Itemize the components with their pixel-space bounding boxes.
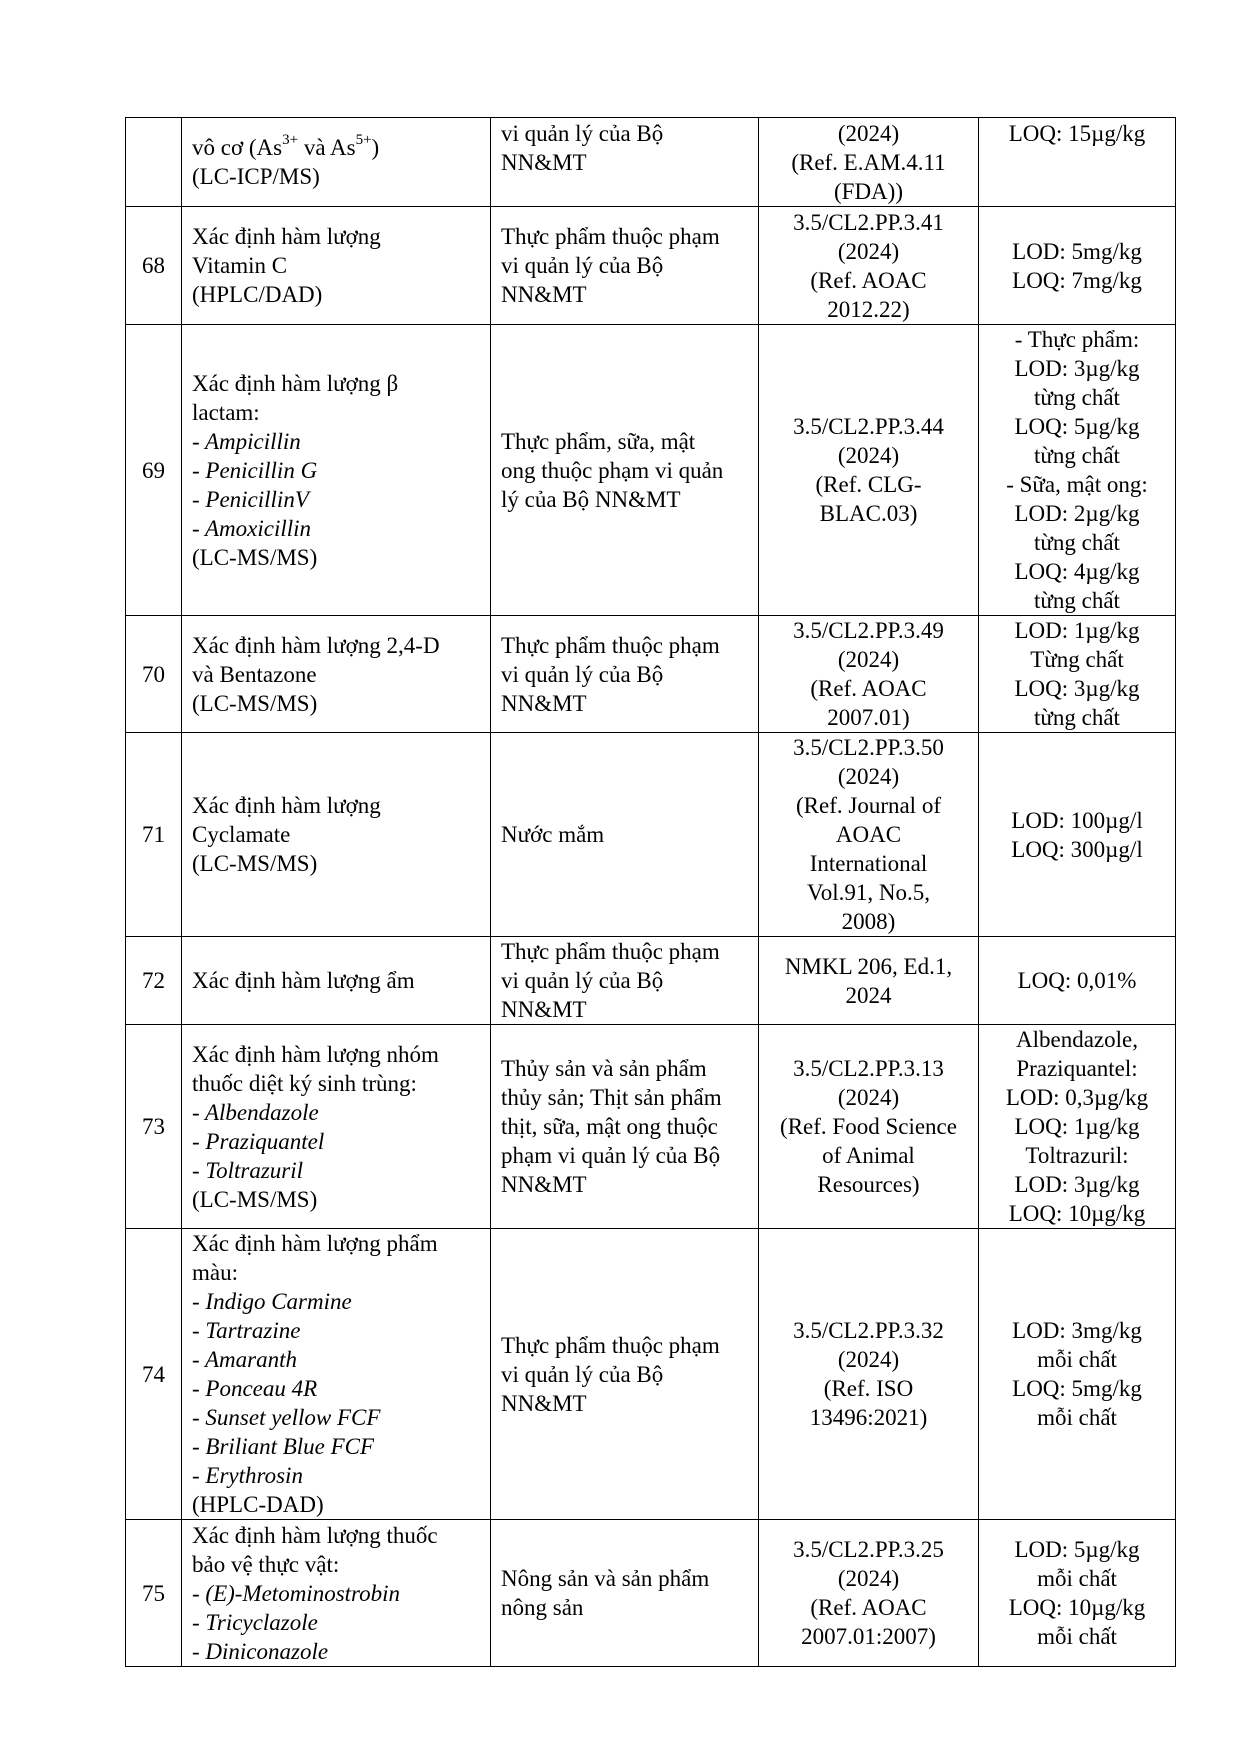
table-row: [126, 207, 1176, 325]
table-row: [126, 1520, 1176, 1667]
method-cell: 3.5/CL2.PP.3.13 (2024) (Ref. Food Science of Animal Resources): [759, 1025, 979, 1229]
matrix-cell: Thực phẩm thuộc phạm vi quản lý của Bộ NN&MT: [491, 207, 759, 325]
matrix-cell: Thực phẩm thuộc phạm vi quản lý của Bộ NN&MT: [491, 616, 759, 733]
method-cell: 3.5/CL2.PP.3.41 (2024) (Ref. AOAC 2012.22): [759, 207, 979, 325]
table-row: [126, 937, 1176, 1025]
matrix-cell: Nước mắm: [491, 733, 759, 937]
table-row: [126, 1229, 1176, 1520]
matrix-cell: vi quản lý của Bộ NN&MT: [491, 118, 759, 207]
method-cell: NMKL 206, Ed.1, 2024: [759, 937, 979, 1025]
row-number: 70: [126, 616, 182, 733]
analyte-cell: Xác định hàm lượng nhóm thuốc diệt ký sinh trùng: - Albendazole - Praziquantel - Toltrazuril (LC-MS/MS): [182, 1025, 491, 1229]
analyte-cell: vô cơ ($As^{3+}$ và $As^{5+}$) (LC-ICP/MS): [182, 118, 491, 207]
table-row: [126, 733, 1176, 937]
table-row: [126, 616, 1176, 733]
matrix-cell: Thực phẩm, sữa, mật ong thuộc phạm vi quản lý của Bộ NN&MT: [491, 325, 759, 616]
method-cell: 3.5/CL2.PP.3.49 (2024) (Ref. AOAC 2007.01): [759, 616, 979, 733]
row-number: 73: [126, 1025, 182, 1229]
analyte-cell: Xác định hàm lượng thuốc bảo vệ thực vật: - (E)-Metominostrobin - Tricyclazole - Diniconazole: [182, 1520, 491, 1667]
method-cell: 3.5/CL2.PP.3.25 (2024) (Ref. AOAC 2007.01:2007): [759, 1520, 979, 1667]
limit-cell: LOD: 5µg/kg mỗi chất LOQ: 10µg/kg mỗi chất: [979, 1520, 1176, 1667]
limit-cell: LOQ: 15µg/kg: [979, 118, 1176, 207]
limit-cell: LOD: 5mg/kg LOQ: 7mg/kg: [979, 207, 1176, 325]
methods-table: [125, 117, 1176, 1667]
matrix-cell: Thực phẩm thuộc phạm vi quản lý của Bộ NN&MT: [491, 937, 759, 1025]
analyte-cell: Xác định hàm lượng Cyclamate (LC-MS/MS): [182, 733, 491, 937]
matrix-cell: Thủy sản và sản phẩm thủy sản; Thịt sản phẩm thịt, sữa, mật ong thuộc phạm vi quản lý của Bộ NN&MT: [491, 1025, 759, 1229]
method-cell: (2024) (Ref. E.AM.4.11 (FDA)): [759, 118, 979, 207]
matrix-cell: Thực phẩm thuộc phạm vi quản lý của Bộ NN&MT: [491, 1229, 759, 1520]
row-number: 74: [126, 1229, 182, 1520]
row-number: 69: [126, 325, 182, 616]
matrix-cell: Nông sản và sản phẩm nông sản: [491, 1520, 759, 1667]
limit-cell: LOD: 100µg/l LOQ: 300µg/l: [979, 733, 1176, 937]
method-cell: 3.5/CL2.PP.3.32 (2024) (Ref. ISO 13496:2021): [759, 1229, 979, 1520]
row-number: 71: [126, 733, 182, 937]
row-number: [126, 118, 182, 207]
row-number: 75: [126, 1520, 182, 1667]
limit-cell: Albendazole, Praziquantel: LOD: 0,3µg/kg LOQ: 1µg/kg Toltrazuril: LOD: 3µg/kg LOQ: 10µg/kg: [979, 1025, 1176, 1229]
analyte-cell: Xác định hàm lượng Vitamin C (HPLC/DAD): [182, 207, 491, 325]
limit-cell: LOD: 3mg/kg mỗi chất LOQ: 5mg/kg mỗi chất: [979, 1229, 1176, 1520]
limit-cell: LOQ: 0,01%: [979, 937, 1176, 1025]
analyte-cell: Xác định hàm lượng ẩm: [182, 937, 491, 1025]
limit-cell: LOD: 1µg/kg Từng chất LOQ: 3µg/kg từng chất: [979, 616, 1176, 733]
method-cell: 3.5/CL2.PP.3.44 (2024) (Ref. CLG- BLAC.03): [759, 325, 979, 616]
table-row: [126, 118, 1176, 207]
table-row: [126, 1025, 1176, 1229]
method-cell: 3.5/CL2.PP.3.50 (2024) (Ref. Journal of AOAC International Vol.91, No.5, 2008): [759, 733, 979, 937]
analyte-cell: Xác định hàm lượng β lactam: - Ampicillin - Penicillin G - PenicillinV - Amoxicillin (LC-MS/MS): [182, 325, 491, 616]
row-number: 72: [126, 937, 182, 1025]
analyte-cell: Xác định hàm lượng phẩm màu: - Indigo Carmine - Tartrazine - Amaranth - Ponceau 4R - Sunset yellow FCF - Briliant Blue FCF - Erythrosin (HPLC-DAD): [182, 1229, 491, 1520]
limit-cell: - Thực phẩm: LOD: 3µg/kg từng chất LOQ: 5µg/kg từng chất - Sữa, mật ong: LOD: 2µg/kg từng chất LOQ: 4µg/kg từng chất: [979, 325, 1176, 616]
analyte-cell: Xác định hàm lượng 2,4-D và Bentazone (LC-MS/MS): [182, 616, 491, 733]
table-row: [126, 325, 1176, 616]
row-number: 68: [126, 207, 182, 325]
